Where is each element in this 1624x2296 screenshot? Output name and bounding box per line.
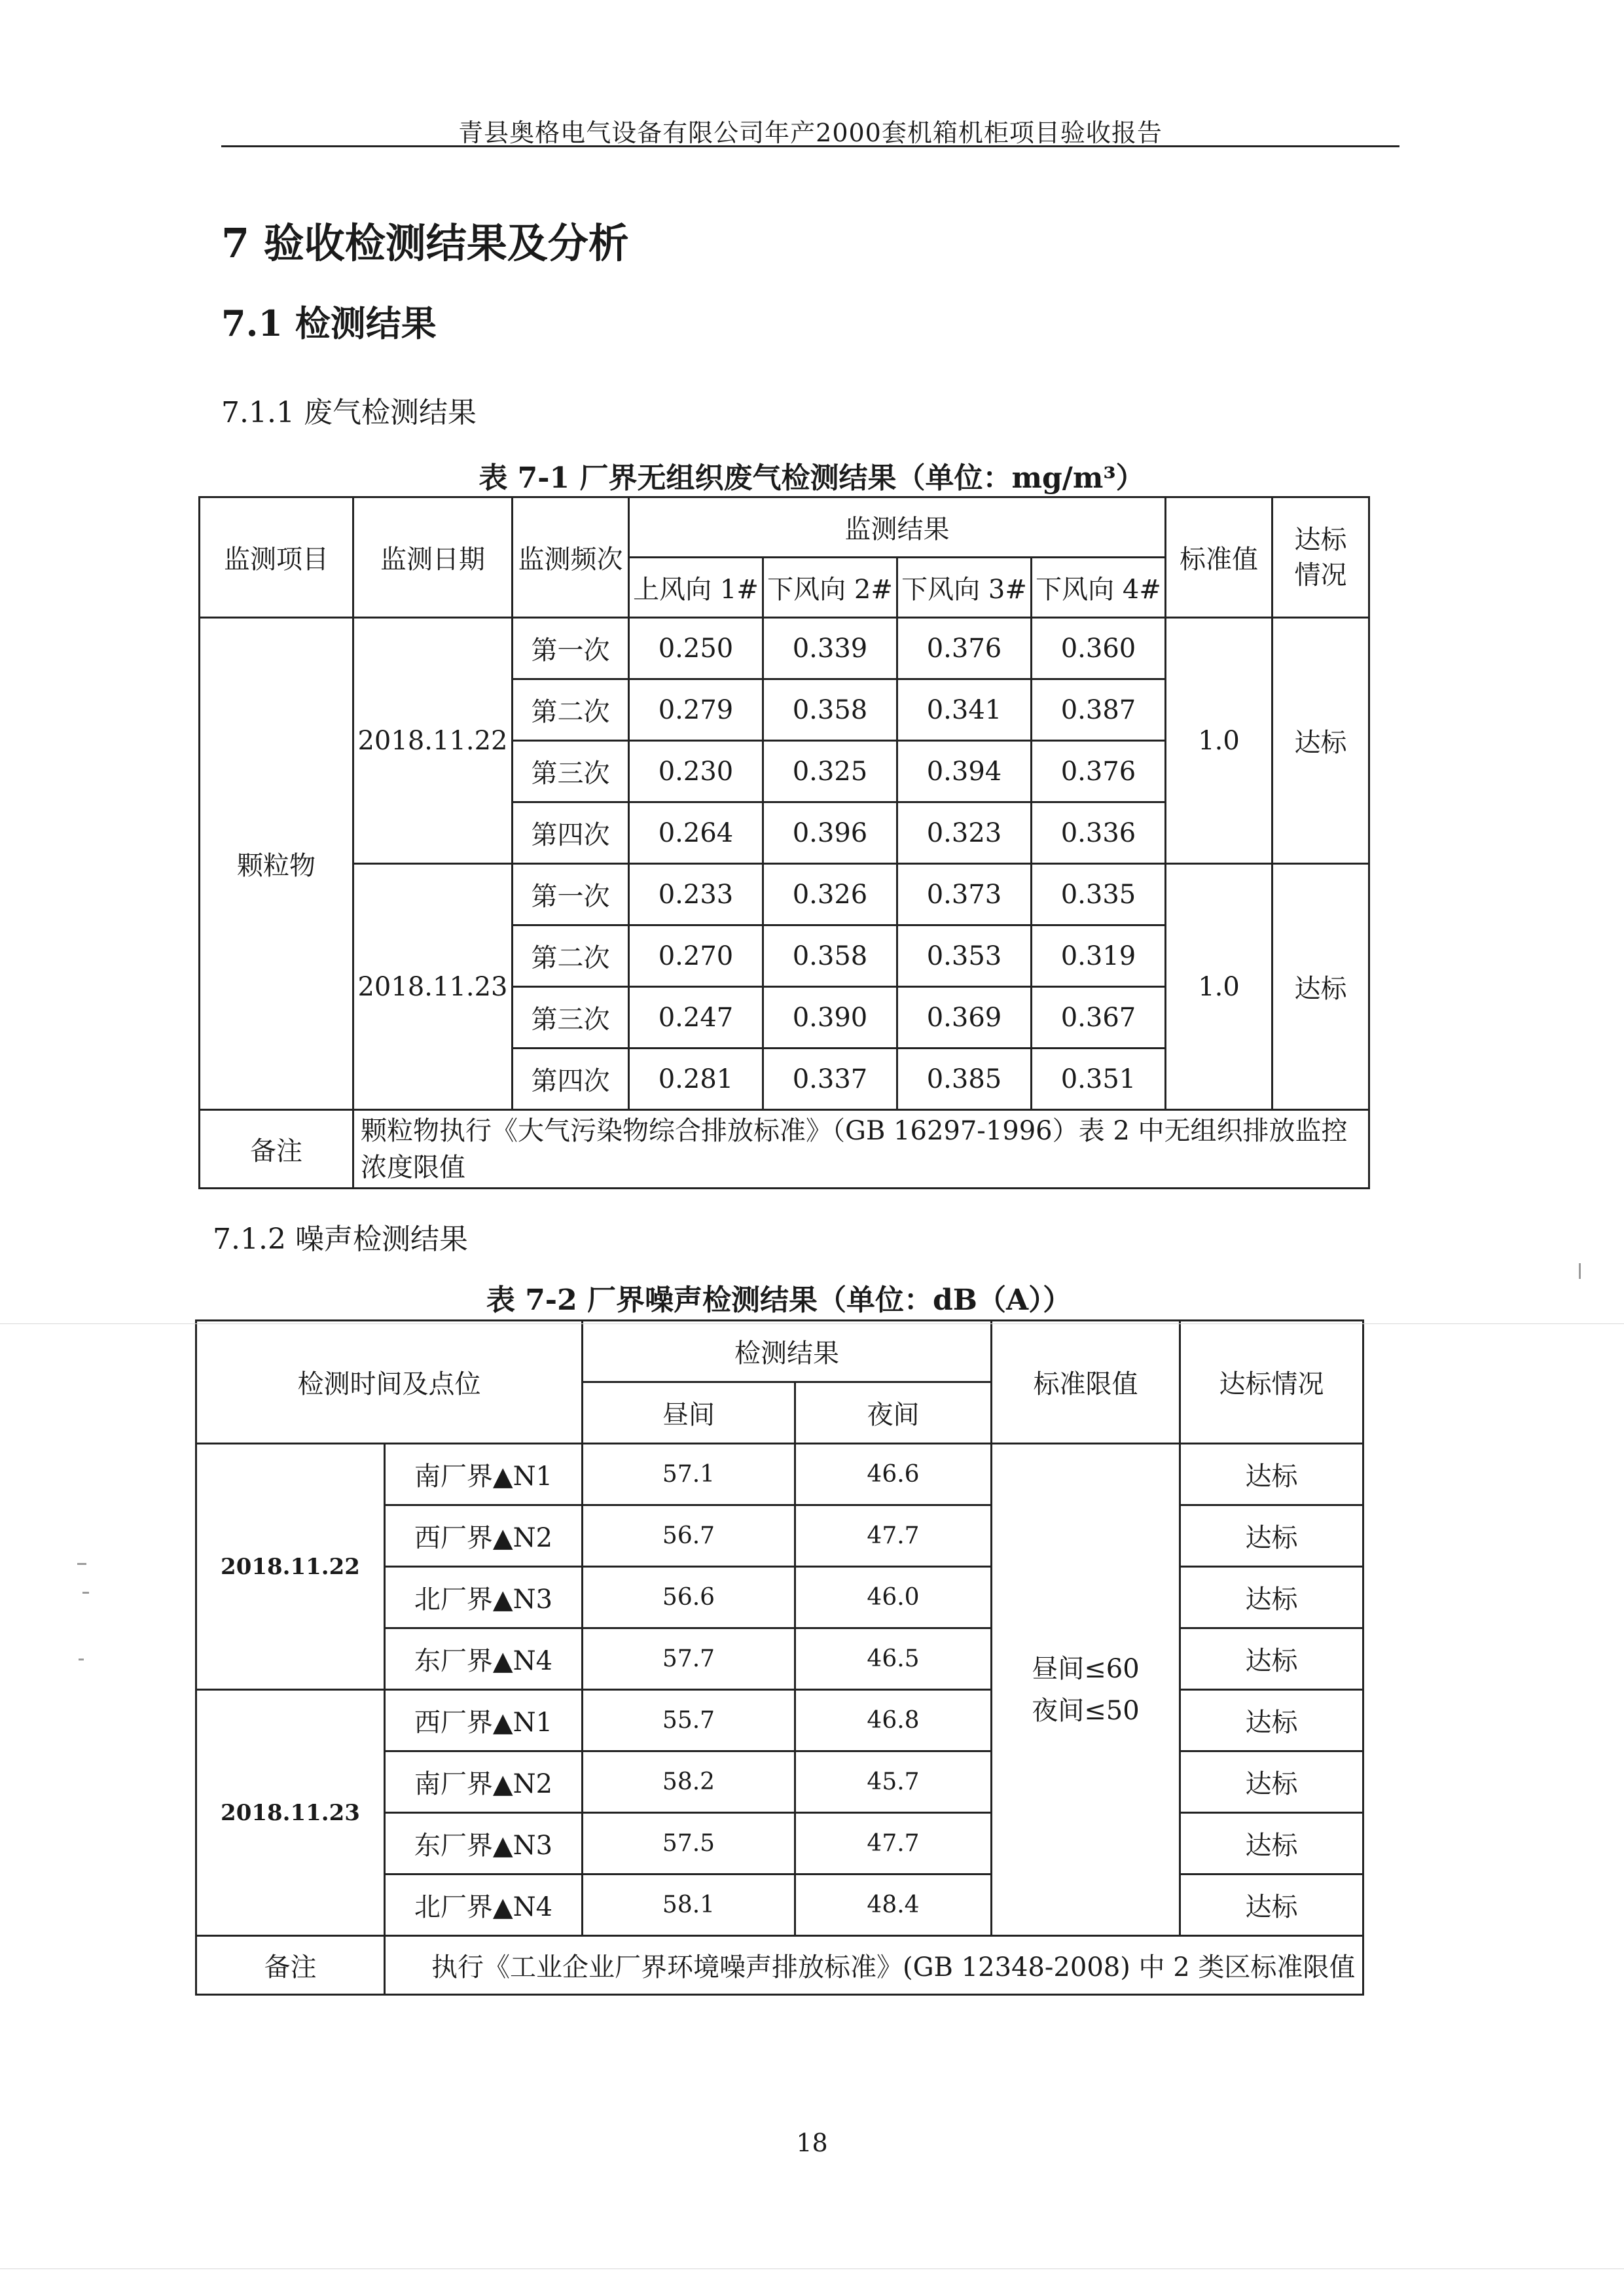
frequency-cell: 第二次 [513,925,629,987]
value-cell: 0.247 [629,987,763,1049]
day-value: 55.7 [583,1690,795,1751]
value-cell: 0.264 [629,802,763,864]
value-cell: 0.326 [763,864,897,925]
chapter-title: 7 验收检测结果及分析 [221,219,629,267]
note-text: 颗粒物执行《大气污染物综合排放标准》（GB 16297-1996）表 2 中无组织排放监控浓度限值 [353,1110,1369,1189]
point-cell: 西厂界▲N2 [385,1505,583,1567]
point-cell: 西厂界▲N1 [385,1690,583,1751]
night-value: 47.7 [795,1813,992,1874]
status-cell: 达标 [1272,618,1369,864]
header-point-3: 下风向 3# [897,558,1032,618]
noise-table [195,1319,1364,1996]
point-cell: 东厂界▲N3 [385,1813,583,1874]
header-limit: 标准限值 [992,1321,1180,1444]
header-point-1: 上风向 1# [629,558,763,618]
group-date: 2018.11.23 [196,1690,385,1936]
limit-day: 昼间≤60 [1032,1653,1140,1684]
scan-speck [82,1592,89,1594]
header-standard: 标准值 [1166,497,1272,618]
night-value: 46.6 [795,1444,992,1505]
status-cell: 达标 [1180,1690,1363,1751]
section-title: 7.1 检测结果 [221,302,437,344]
frequency-cell: 第四次 [513,1049,629,1110]
header-frequency: 监测频次 [513,497,629,618]
page-number: 18 [796,2128,828,2157]
note-label: 备注 [200,1110,353,1189]
header-status: 达标情况 [1272,497,1369,618]
item-name: 颗粒物 [200,618,353,1110]
day-value: 58.2 [583,1751,795,1813]
value-cell: 0.351 [1032,1049,1166,1110]
night-value: 46.0 [795,1567,992,1628]
scan-speck [77,1563,86,1565]
header-point-4: 下风向 4# [1032,558,1166,618]
value-cell: 0.373 [897,864,1032,925]
status-cell: 达标 [1180,1751,1363,1813]
value-cell: 0.390 [763,987,897,1049]
header-point-2: 下风向 2# [763,558,897,618]
frequency-cell: 第一次 [513,864,629,925]
value-cell: 0.233 [629,864,763,925]
status-cell: 达标 [1180,1813,1363,1874]
night-value: 48.4 [795,1874,992,1936]
frequency-cell: 第三次 [513,741,629,802]
night-value: 45.7 [795,1751,992,1813]
note-text: 执行《工业企业厂界环境噪声排放标准》(GB 12348-2008) 中 2 类区标准限值 [385,1936,1363,1995]
header-item: 监测项目 [200,497,353,618]
scan-speck [79,1659,84,1660]
running-header: 青县奥格电气设备有限公司年产2000套机箱机柜项目验收报告 [458,118,1163,147]
point-cell: 南厂界▲N2 [385,1751,583,1813]
header-results: 检测结果 [583,1321,992,1382]
status-cell: 达标 [1180,1444,1363,1505]
header-rule [221,145,1399,147]
value-cell: 0.358 [763,679,897,741]
header-night: 夜间 [795,1382,992,1444]
note-label: 备注 [196,1936,385,1995]
value-cell: 0.335 [1032,864,1166,925]
value-cell: 0.376 [897,618,1032,679]
value-cell: 0.367 [1032,987,1166,1049]
value-cell: 0.319 [1032,925,1166,987]
value-cell: 0.270 [629,925,763,987]
night-value: 47.7 [795,1505,992,1567]
day-value: 56.7 [583,1505,795,1567]
point-cell: 南厂界▲N1 [385,1444,583,1505]
night-value: 46.8 [795,1690,992,1751]
frequency-cell: 第一次 [513,618,629,679]
day-value: 57.7 [583,1628,795,1690]
value-cell: 0.281 [629,1049,763,1110]
header-day: 昼间 [583,1382,795,1444]
limit-cell [992,1444,1180,1936]
frequency-cell: 第四次 [513,802,629,864]
value-cell: 0.250 [629,618,763,679]
value-cell: 0.279 [629,679,763,741]
status-cell: 达标 [1180,1567,1363,1628]
value-cell: 0.358 [763,925,897,987]
value-cell: 0.369 [897,987,1032,1049]
limit-night: 夜间≤50 [1032,1695,1140,1726]
day-value: 56.6 [583,1567,795,1628]
value-cell: 0.396 [763,802,897,864]
subsection-title-exhaust: 7.1.1 废气检测结果 [221,396,477,429]
group-date: 2018.11.22 [353,618,513,864]
group-date: 2018.11.22 [196,1444,385,1690]
table2-caption: 表 7-2 厂界噪声检测结果（单位：dB（A）） [486,1283,1072,1317]
value-cell: 0.230 [629,741,763,802]
header-status: 达标情况 [1180,1321,1363,1444]
header-results: 监测结果 [629,497,1166,558]
value-cell: 0.394 [897,741,1032,802]
point-cell: 北厂界▲N3 [385,1567,583,1628]
value-cell: 0.323 [897,802,1032,864]
point-cell: 北厂界▲N4 [385,1874,583,1936]
day-value: 58.1 [583,1874,795,1936]
header-date: 监测日期 [353,497,513,618]
standard-value: 1.0 [1166,864,1272,1110]
subsection-title-noise: 7.1.2 噪声检测结果 [213,1223,468,1256]
point-cell: 东厂界▲N4 [385,1628,583,1690]
table-row [200,1110,1369,1189]
value-cell: 0.353 [897,925,1032,987]
table1-caption: 表 7-1 厂界无组织废气检测结果（单位：mg/m³） [478,461,1145,495]
frequency-cell: 第三次 [513,987,629,1049]
frequency-cell: 第二次 [513,679,629,741]
value-cell: 0.325 [763,741,897,802]
value-cell: 0.339 [763,618,897,679]
value-cell: 0.385 [897,1049,1032,1110]
table-row [196,1936,1363,1995]
status-cell: 达标 [1180,1628,1363,1690]
standard-value: 1.0 [1166,618,1272,864]
status-cell: 达标 [1180,1874,1363,1936]
value-cell: 0.360 [1032,618,1166,679]
header-time-point: 检测时间及点位 [196,1321,583,1444]
group-date: 2018.11.23 [353,864,513,1110]
value-cell: 0.341 [897,679,1032,741]
table-row [200,618,1369,679]
value-cell: 0.376 [1032,741,1166,802]
status-cell: 达标 [1272,864,1369,1110]
status-cell: 达标 [1180,1505,1363,1567]
exhaust-gas-table [198,496,1370,1189]
value-cell: 0.387 [1032,679,1166,741]
value-cell: 0.337 [763,1049,897,1110]
night-value: 46.5 [795,1628,992,1690]
table-row [200,864,1369,925]
table-row [196,1444,1363,1505]
scan-speck [1579,1263,1581,1279]
scan-artifact-line [0,1323,1624,1324]
table-row [196,1690,1363,1751]
day-value: 57.1 [583,1444,795,1505]
day-value: 57.5 [583,1813,795,1874]
value-cell: 0.336 [1032,802,1166,864]
